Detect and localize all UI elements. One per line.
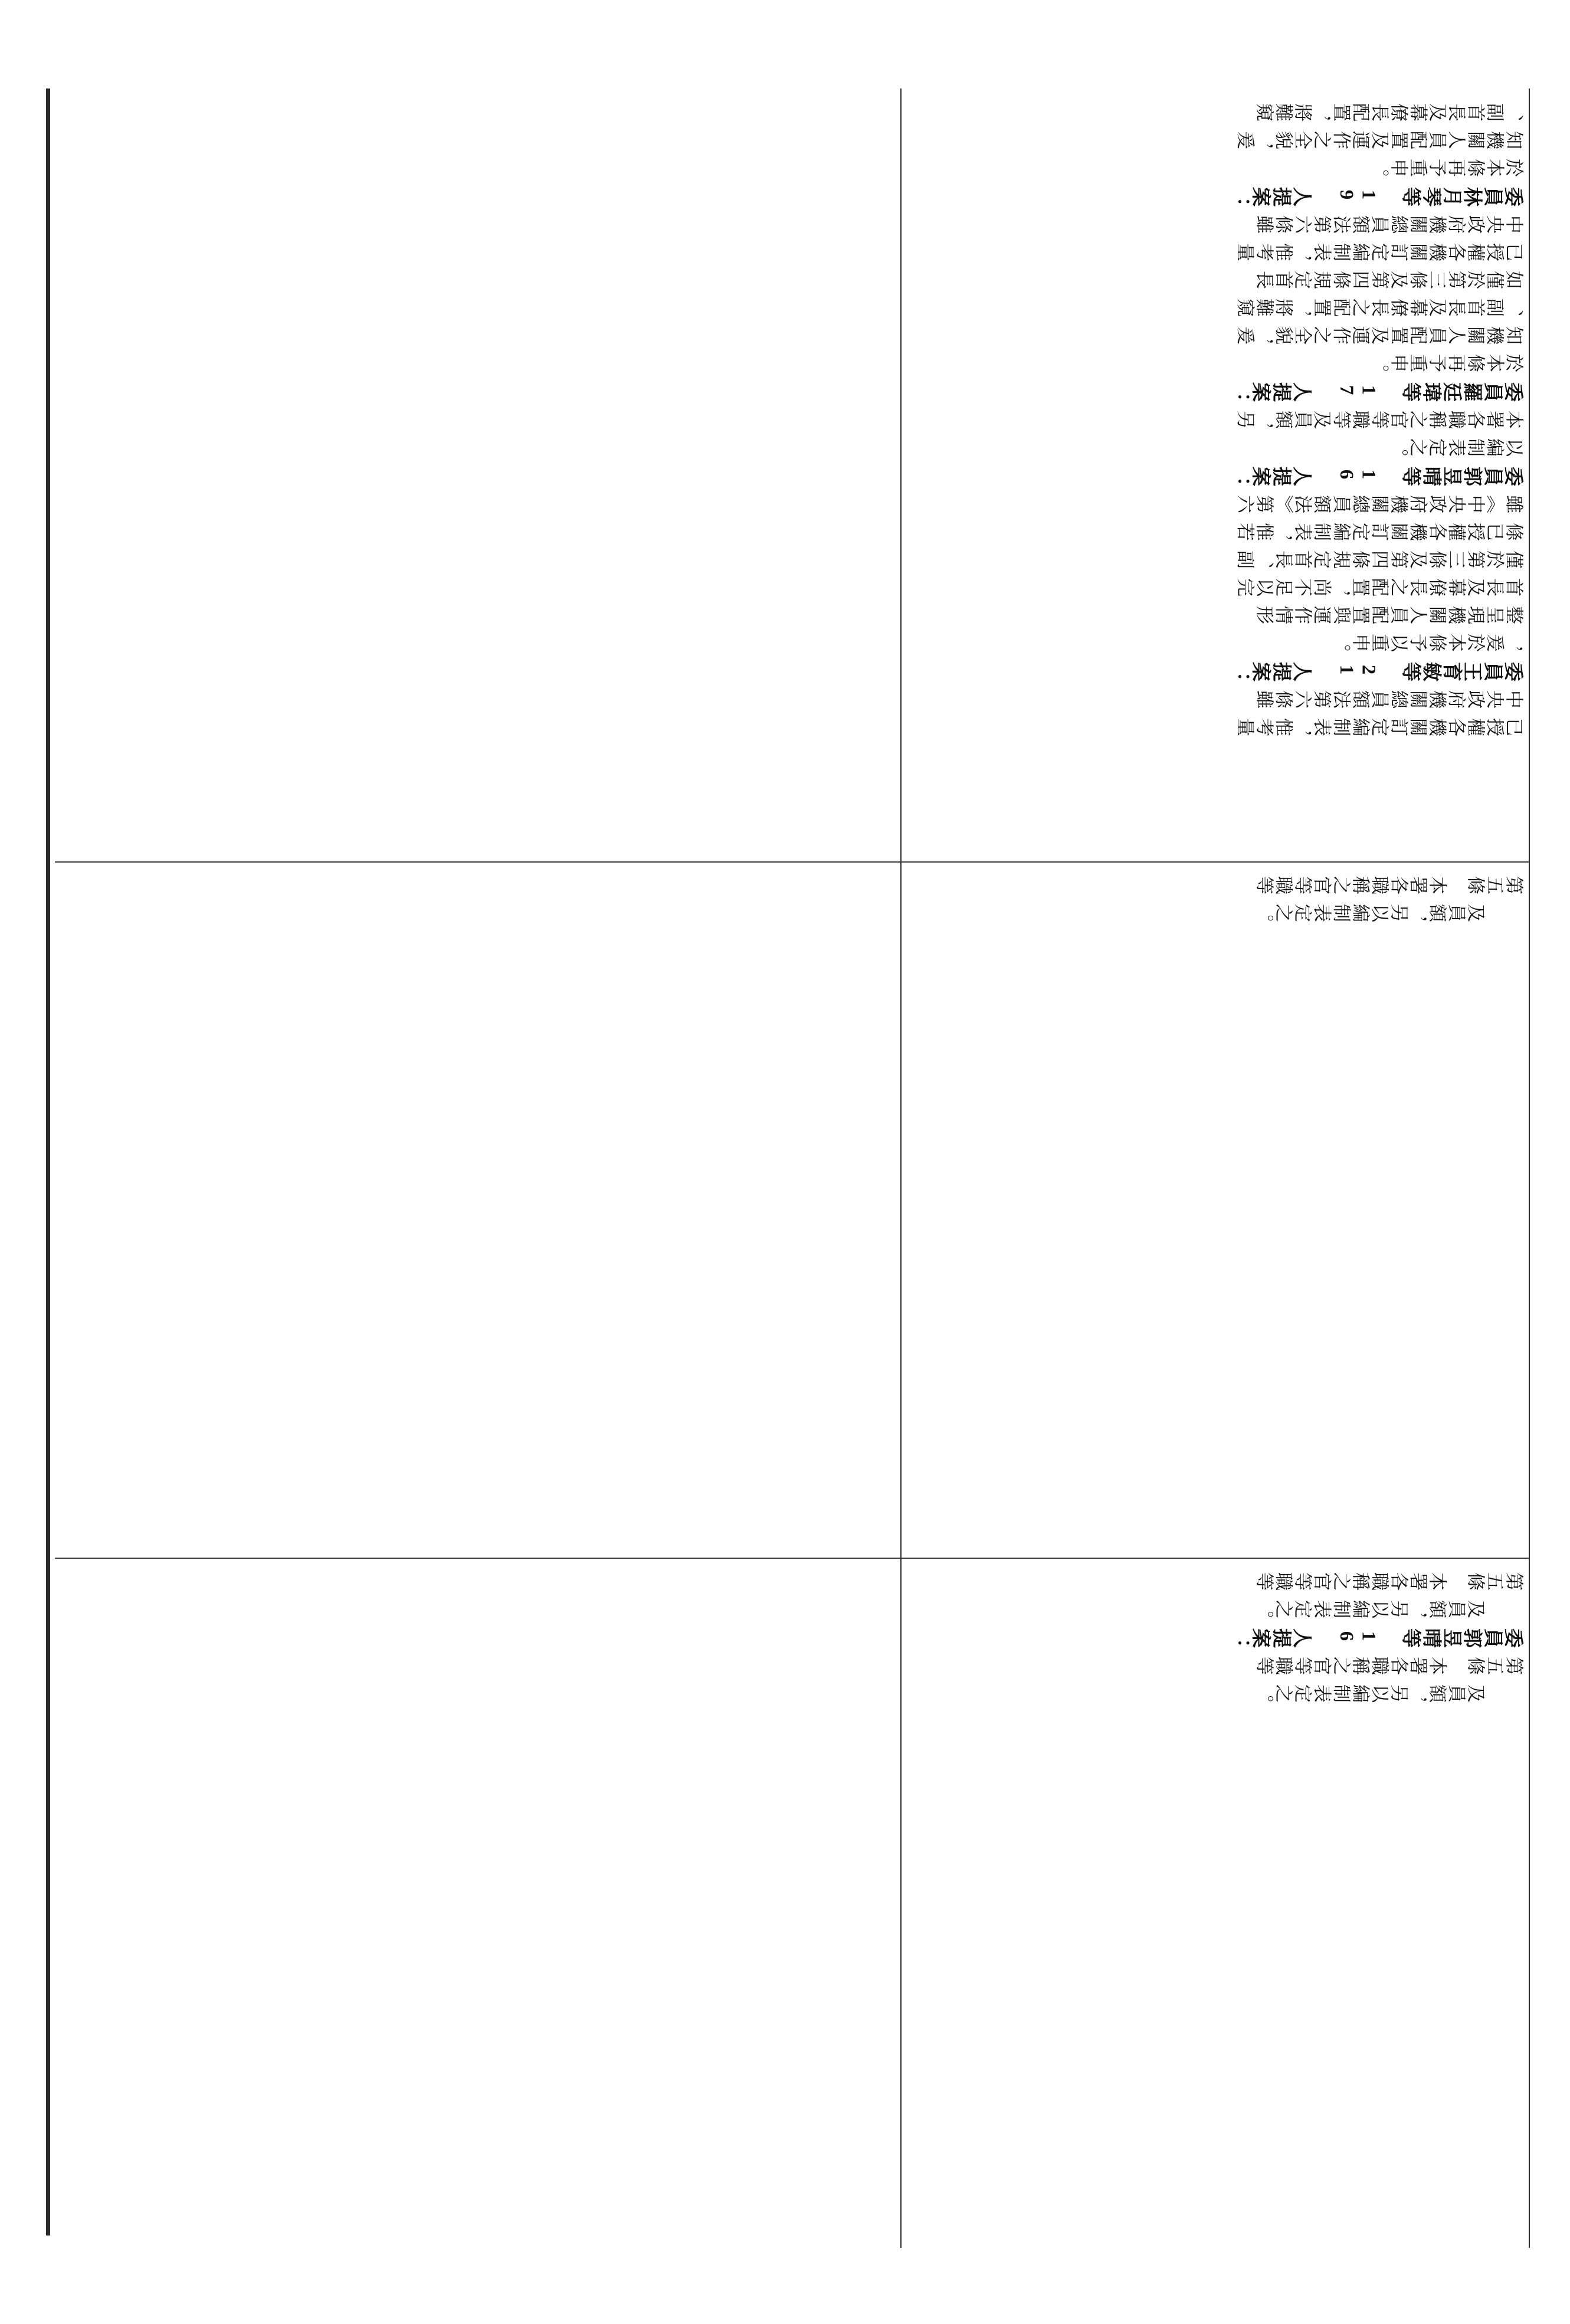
text-line: 及員額，另以編制表定之。: [1255, 1597, 1524, 1618]
text-line: 已授權各機關訂定編制表，惟考量: [1235, 715, 1524, 736]
text-line: 雖《中央政府機關總員額法》第六: [1235, 492, 1524, 513]
text-line: 中央政府機關總員額法第六條雖: [1255, 687, 1524, 708]
text-line: 如僅於第三條及第四條規定首長: [1255, 268, 1524, 289]
proposal-heading: 委員郭昱晴等 16 人提案：: [1230, 464, 1524, 485]
text-line: 中央政府機關總員額法第六條雖: [1255, 212, 1524, 233]
text-line: 知機關人員配置及運作之全貌，爰: [1235, 128, 1524, 149]
text-line: 於本條再予重申。: [1370, 351, 1524, 372]
table-column-proposals: [55, 88, 1530, 861]
text-line: 於本條再予重申。: [1370, 156, 1524, 176]
article-text-block-left: [61, 1561, 1524, 2244]
text-line: ，爰於本條予以重申。: [1332, 631, 1524, 651]
table-columns: [55, 88, 1530, 2248]
text-line: 、副首長及幕僚長之配置，將難窺: [1235, 296, 1524, 316]
page-bottom-rule: [46, 88, 50, 2236]
text-line: 已授權各機關訂定編制表，惟考量: [1235, 240, 1524, 261]
proposal-heading: 委員羅廷瑋等 17 人提案：: [1230, 379, 1524, 401]
text-line: 及員額，另以編制表定之。: [1255, 1681, 1524, 1702]
proposal-heading: 委員郭昱晴等 16 人提案：: [1230, 1625, 1524, 1647]
comparison-table: [55, 88, 1530, 2248]
text-line: 、副首長及幕僚長配置，將難窺: [1255, 100, 1524, 121]
proposal-text-block: [61, 92, 1524, 858]
text-line: 第五條 本署各職稱之官等職等: [1255, 1569, 1524, 1590]
text-line: 以編制表定之。: [1389, 435, 1524, 456]
text-line: 及員額，另以編制表定之。: [1255, 901, 1524, 922]
text-line: 知機關人員配置及運作之全貌，爰: [1235, 323, 1524, 344]
article-text-block-middle: [61, 865, 1524, 1554]
proposal-heading: 委員林月琴等 19 人提案：: [1230, 184, 1524, 205]
text-line: 整呈現機關人員配置與運作情形: [1255, 603, 1524, 624]
table-column-middle: [55, 861, 1530, 1558]
text-line: 首長及幕僚長之配置，尚不足以完: [1235, 575, 1524, 596]
text-line: 僅於第三條及第四條規定首長、副: [1235, 548, 1524, 568]
text-line: 條已授權各機關訂定編制表，惟若: [1235, 520, 1524, 540]
text-line: 第五條 本署各職稱之官等職等: [1255, 1654, 1524, 1674]
proposal-heading: 委員王育敏等 21 人提案：: [1230, 659, 1524, 680]
table-column-left: [55, 1558, 1530, 2248]
text-line: 第五條 本署各職稱之官等職等: [1255, 873, 1524, 894]
text-line: 本署各職稱之官等職等及員額，另: [1235, 408, 1524, 428]
